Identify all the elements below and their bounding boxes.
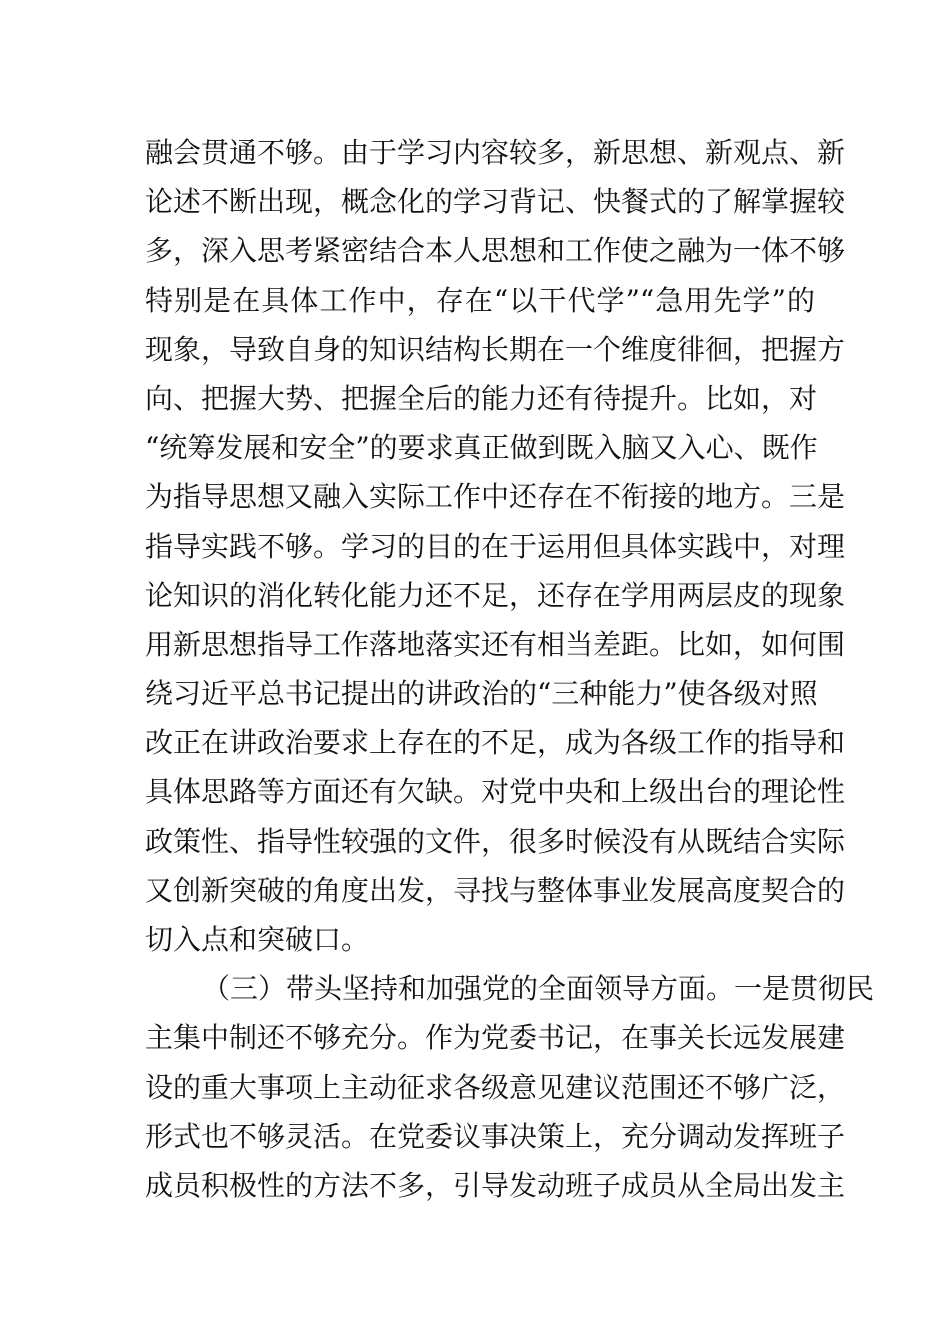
text-line: 多，深入思考紧密结合本人思想和工作使之融为一体不够 (145, 234, 846, 268)
text-line: 用新思想指导工作落地落实还有相当差距。比如，如何围 (145, 627, 846, 661)
text-line: 形式也不够灵活。在党委议事决策上，充分调动发挥班子 (145, 1119, 846, 1153)
text-line: 又创新突破的角度出发，寻找与整体事业发展高度契合的 (145, 873, 846, 907)
text-line: 绕习近平总书记提出的讲政治的“三种能力”使各级对照 (145, 677, 818, 711)
text-line: 指导实践不够。学习的目的在于运用但具体实践中，对理 (145, 529, 846, 563)
text-line: 改正在讲政治要求上存在的不足，成为各级工作的指导和 (145, 726, 846, 760)
text-line: 成员积极性的方法不多，引导发动班子成员从全局出发主 (145, 1168, 846, 1202)
text-line: 为指导思想又融入实际工作中还存在不衔接的地方。三是 (145, 480, 846, 514)
text-line: 设的重大事项上主动征求各级意见建议范围还不够广泛， (145, 1070, 846, 1104)
text-line: 主集中制还不够充分。作为党委书记，在事关长远发展建 (145, 1021, 846, 1055)
text-line: 论述不断出现，概念化的学习背记、快餐式的了解掌握较 (145, 185, 846, 219)
text-line: “统筹发展和安全”的要求真正做到既入脑又入心、既作 (145, 431, 818, 465)
paragraph-end-line: 切入点和突破口。 (145, 923, 370, 956)
body-text (145, 128, 875, 1210)
text-line: 向、把握大势、把握全后的能力还有待提升。比如，对 (145, 381, 818, 415)
text-line: 论知识的消化转化能力还不足，还存在学用两层皮的现象 (145, 578, 846, 612)
text-line: 现象，导致自身的知识结构长期在一个维度徘徊，把握方 (145, 332, 846, 366)
text-line: 融会贯通不够。由于学习内容较多，新思想、新观点、新 (145, 136, 846, 169)
text-line: 具体思路等方面还有欠缺。对党中央和上级出台的理论性 (145, 775, 846, 809)
text-line: 政策性、指导性较强的文件，很多时候没有从既结合实际 (145, 824, 846, 858)
section-heading-line: （三）带头坚持和加强党的全面领导方面。一是贯彻民 (202, 972, 875, 1006)
text-line: 特别是在具体工作中，存在“以干代学”“急用先学”的 (145, 283, 815, 317)
